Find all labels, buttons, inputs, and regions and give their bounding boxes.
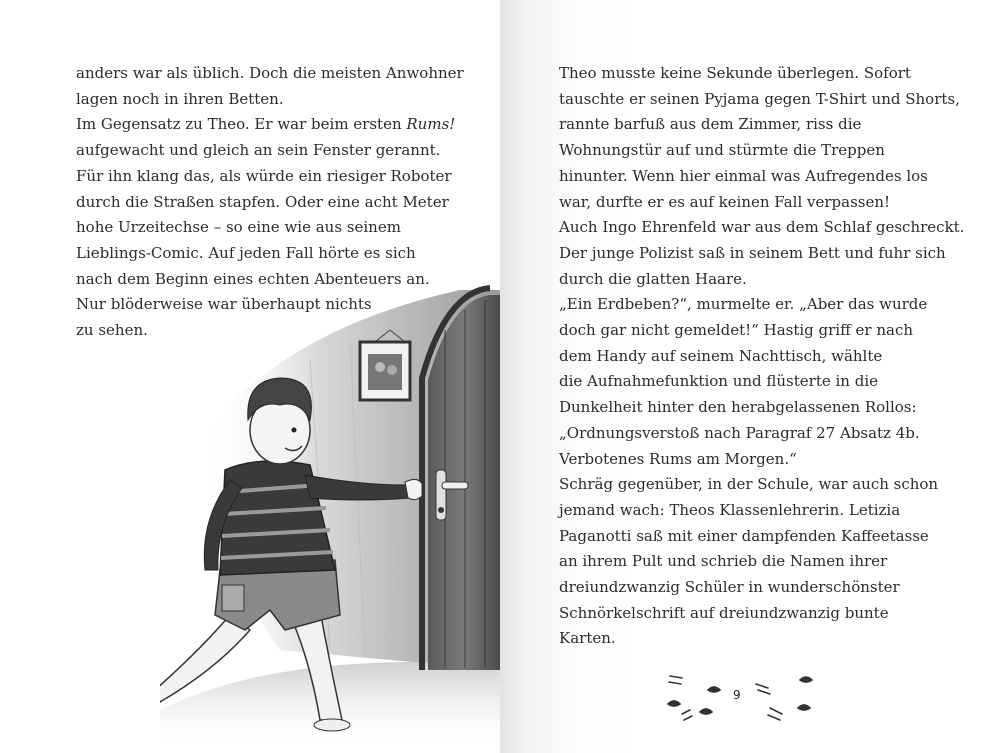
text-line: rannte barfuß aus dem Zimmer, riss die: [559, 115, 862, 134]
text-line: Auch Ingo Ehrenfeld war aus dem Schlaf geschreckt.: [559, 218, 965, 237]
text-line: nach dem Beginn eines echten Abenteuers an.: [76, 269, 430, 288]
text-line: Dunkelheit hinter den herabgelassenen Rollos:: [559, 398, 917, 417]
text-line: „Ein Erdbeben?“, murmelte er. „Aber das wurde: [559, 295, 928, 314]
text-line: war, durfte er es auf keinen Fall verpassen!: [559, 192, 891, 211]
text-line: dem Handy auf seinem Nachttisch, wählte: [559, 346, 883, 365]
text-line: lagen noch in ihren Betten.: [76, 89, 284, 108]
text-line: Schräg gegenüber, in der Schule, war auch schon: [559, 475, 939, 494]
text-line: durch die Straßen stapfen. Oder eine acht Meter: [76, 192, 449, 211]
text-line: jemand wach: Theos Klassenlehrerin. Letizia: [559, 500, 901, 519]
text-line: Karten.: [559, 629, 616, 648]
text-line: tauschte er seinen Pyjama gegen T-Shirt und Shorts,: [559, 89, 960, 108]
text-line: „Ordnungsverstoß nach Paragraf 27 Absatz 4b.: [559, 423, 920, 442]
text-line: zu sehen.: [76, 321, 148, 340]
text-line: hohe Urzeitechse – so eine wie aus seinem: [76, 218, 401, 237]
text-line: Im Gegensatz zu Theo. Er war beim ersten Rums!: [76, 115, 456, 134]
text-line: Wohnungstür auf und stürmte die Treppen: [559, 141, 885, 160]
illustration-boy-door: [160, 270, 500, 753]
text-line: aufgewacht und gleich an sein Fenster gerannt.: [76, 141, 441, 160]
text-line: hinunter. Wenn hier einmal was Aufregendes los: [559, 166, 928, 185]
text-line: Verbotenes Rums am Morgen.“: [559, 449, 797, 468]
text-line: durch die glatten Haare.: [559, 269, 747, 288]
text-line: Für ihn klang das, als würde ein riesiger Roboter: [76, 166, 452, 185]
page-number: 9: [733, 688, 741, 702]
text-line: Der junge Polizist saß in seinem Bett und fuhr sich: [559, 243, 946, 262]
text-line: Schnörkelschrift auf dreiundzwanzig bunte: [559, 603, 889, 622]
picture-frame: [360, 330, 410, 400]
emphasis-rums: Rums!: [406, 115, 456, 134]
text-line: Theo musste keine Sekunde überlegen. Sofort: [559, 64, 911, 82]
text-line: Lieblings-Comic. Auf jeden Fall hörte es sich: [76, 243, 416, 262]
text-line: die Aufnahmefunktion und flüsterte in die: [559, 372, 879, 391]
text-line: doch gar nicht gemeldet!“ Hastig griff er nach: [559, 321, 914, 340]
text-line: an ihrem Pult und schrieb die Namen ihrer: [559, 552, 888, 571]
right-page: [500, 0, 1000, 753]
right-page-text: [559, 61, 964, 652]
text-line: Nur blöderweise war überhaupt nichts: [76, 295, 372, 314]
text-line: dreiundzwanzig Schüler in wunderschönster: [559, 578, 900, 597]
text-line: anders war als üblich. Doch die meisten Anwohner: [76, 64, 464, 82]
text-line: Paganotti saß mit einer dampfenden Kaffeetasse: [559, 526, 929, 545]
